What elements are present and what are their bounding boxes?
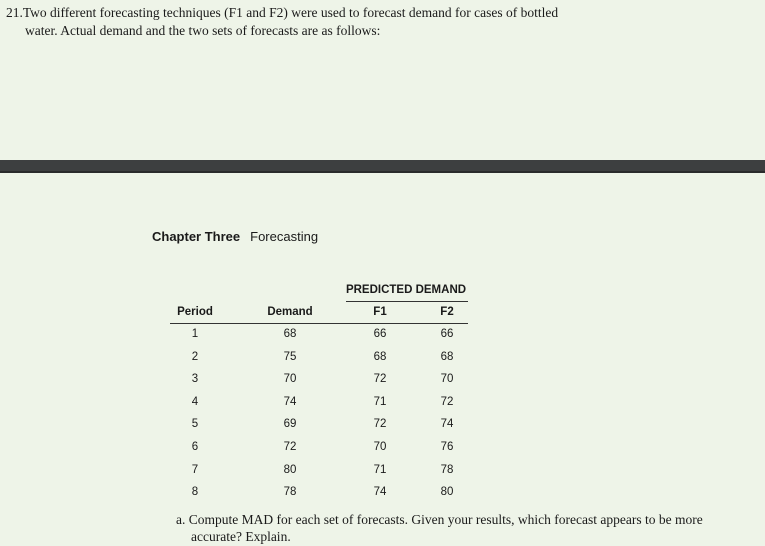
- table-cell-period: 2: [191, 350, 199, 363]
- table-cell-f2: 68: [440, 350, 454, 363]
- group-header-rule: [346, 301, 468, 302]
- table-cell-period: 3: [191, 373, 199, 386]
- table-cell-demand: 74: [283, 395, 297, 408]
- table-cell-period: 8: [191, 486, 199, 499]
- column-header-period: Period: [177, 306, 213, 318]
- table-cell-f2: 70: [440, 373, 454, 386]
- question-label: a.: [176, 512, 186, 527]
- problem-text-line1: Two different forecasting techniques (F1 and F2) were used to forecast demand for cases of bottled: [22, 5, 559, 20]
- table-cell-f2: 76: [440, 441, 454, 453]
- problem-text-line2: water. Actual demand and the two sets of forecasts are as follows:: [25, 23, 381, 38]
- table-cell-period: 7: [191, 463, 199, 476]
- table-cell-f1: 72: [373, 418, 387, 431]
- table-cell-period: 1: [191, 328, 199, 340]
- column-header-rule: [170, 323, 468, 324]
- table-cell-f2: 72: [440, 395, 454, 408]
- table-cell-f1: 66: [373, 328, 387, 340]
- chapter-label: Chapter Three: [152, 229, 241, 244]
- question-text-line2: accurate? Explain.: [191, 529, 291, 544]
- question-a: [176, 511, 736, 545]
- table-cell-demand: 70: [283, 373, 297, 386]
- column-header-demand: Demand: [267, 306, 313, 318]
- predicted-demand-header: PREDICTED DEMAND: [345, 284, 467, 296]
- table-cell-period: 5: [191, 418, 199, 431]
- table-cell-f2: 74: [440, 418, 454, 431]
- chapter-title: Forecasting: [250, 229, 319, 244]
- problem-number: 21.: [6, 5, 23, 20]
- question-text-line1: Compute MAD for each set of forecasts. Given your results, which forecast appears to be more: [188, 512, 703, 527]
- table-cell-f1: 71: [373, 395, 387, 408]
- table-cell-demand: 72: [283, 441, 297, 453]
- table-cell-f1: 70: [373, 441, 387, 453]
- table-cell-demand: 78: [283, 486, 297, 499]
- table-cell-period: 4: [191, 395, 199, 408]
- table-cell-f1: 74: [373, 486, 387, 499]
- table-cell-f1: 71: [373, 463, 387, 476]
- table-cell-f2: 80: [440, 486, 454, 499]
- table-cell-demand: 80: [283, 463, 297, 476]
- table-cell-demand: 68: [283, 328, 297, 340]
- table-cell-f1: 68: [373, 350, 387, 363]
- table-cell-f2: 66: [440, 328, 454, 340]
- column-header-f1: F1: [373, 306, 387, 318]
- table-cell-period: 6: [191, 441, 199, 453]
- table-cell-demand: 75: [283, 350, 297, 363]
- table-cell-f2: 78: [440, 463, 454, 476]
- column-header-f2: F2: [440, 306, 454, 318]
- table-cell-f1: 72: [373, 373, 387, 386]
- table-cell-demand: 69: [283, 418, 297, 431]
